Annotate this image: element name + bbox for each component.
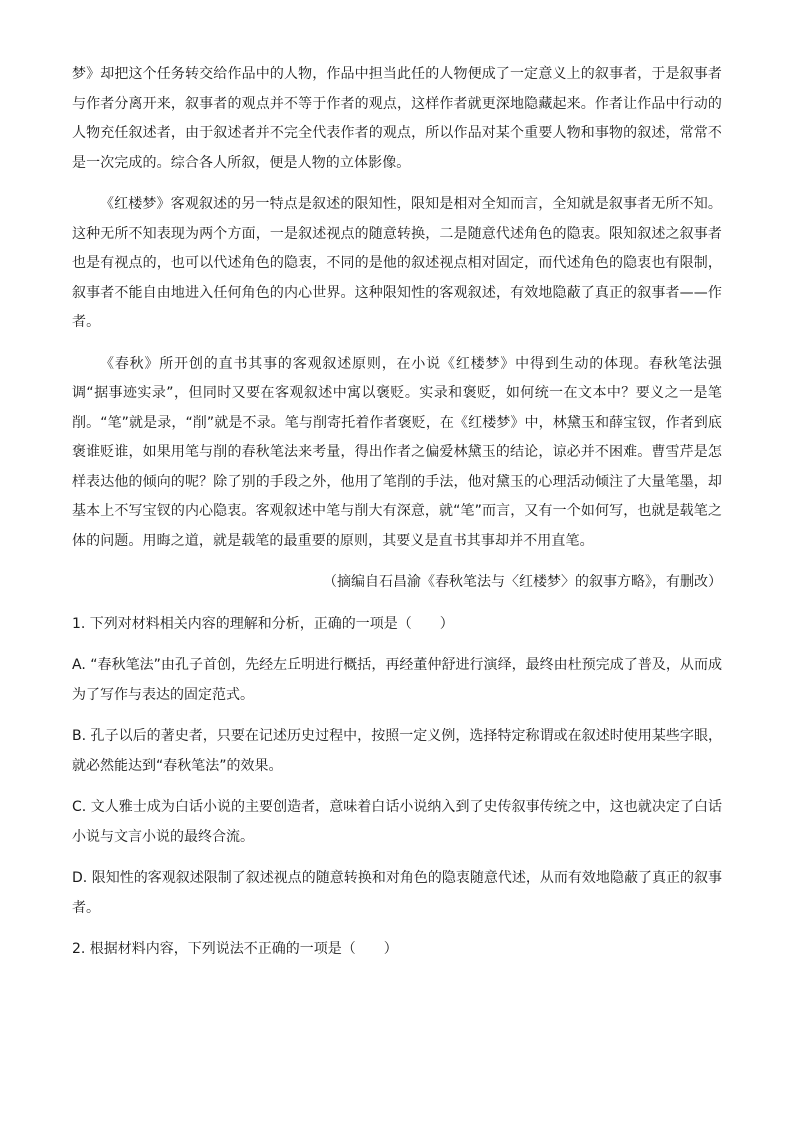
question-1-option-b: B. 孔子以后的著史者，只要在记述历史过程中，按照一定义例，选择特定称谓或在叙述时使用某些字眼，就必然能达到“春秋笔法”的效果。 [72, 728, 722, 774]
document-page [72, 60, 722, 965]
question-2-stem: 2. 根据材料内容，下列说法不正确的一项是（ ） [72, 941, 398, 957]
source-citation: （摘编自石昌渝《春秋笔法与〈红楼梦〉的叙事方略》，有删改） [323, 574, 722, 590]
paragraph-narrator: 梦》却把这个任务转交给作品中的人物，作品中担当此任的人物便成了一定意义上的叙事者，于是叙事者与作者分离开来，叙事者的观点并不等于作者的观点，这样作者就更深地隐藏起来。作者让作品中行动的人物充任叙述者，由于叙述者并不完全代表作者的观点，所以作品对某个重要人物和事物的叙述，常常不是一次完成的。综合各人所叙，便是人物的立体影像。 [72, 66, 722, 171]
paragraph-chunqiu-principle: 《春秋》所开创的直书其事的客观叙述原则，在小说《红楼梦》中得到生动的体现。春秋笔法强调“据事迹实录”，但同时又要在客观叙述中寓以褒贬。实录和褒贬，如何统一在文本中？要义之一是笔削。“笔”就是录，“削”就是不录。笔与削寄托着作者褒贬，在《红楼梦》中，林黛玉和薛宝钗，作者到底褒谁贬谁，如果用笔与削的春秋笔法来考量，得出作者之偏爱林黛玉的结论，谅必并不困难。曹雪芹是怎样表达他的倾向的呢？除了别的手段之外，他用了笔削的手法，他对黛玉的心理活动倾注了大量笔墨，却基本上不写宝钗的内心隐衷。客观叙述中笔与削大有深意，就“笔”而言，又有一个如何写，也就是载笔之体的问题。用晦之道，就是载笔的最重要的原则，其要义是直书其事却并不用直笔。 [72, 355, 722, 549]
question-1-option-d: D. 限知性的客观叙述限制了叙述视点的随意转换和对角色的隐衷随意代述，从而有效地隐蔽了真正的叙事者。 [72, 870, 722, 916]
question-1-option-c: C. 文人雅士成为白话小说的主要创造者，意味着白话小说纳入到了史传叙事传统之中，这也就决定了白话小说与文言小说的最终合流。 [72, 799, 722, 845]
question-1-option-a: A. “春秋笔法”由孔子首创，先经左丘明进行概括，再经董仲舒进行演绎，最终由杜预完成了普及，从而成为了写作与表达的固定范式。 [72, 657, 722, 703]
question-1-stem: 1. 下列对材料相关内容的理解和分析，正确的一项是（ ） [72, 615, 454, 632]
paragraph-limited-narration: 《红楼梦》客观叙述的另一特点是叙述的限知性，限知是相对全知而言，全知就是叙事者无所不知。这种无所不知表现为两个方面，一是叙述视点的随意转换，二是随意代述角色的隐衷。限知叙述之叙事者也是有视点的，也可以代述角色的隐衷，不同的是他的叙述视点相对固定，而代述角色的隐衷也有限制，叙事者不能自由地进入任何角色的内心世界。这种限知性的客观叙述，有效地隐蔽了真正的叙事者——作者。 [72, 196, 722, 330]
